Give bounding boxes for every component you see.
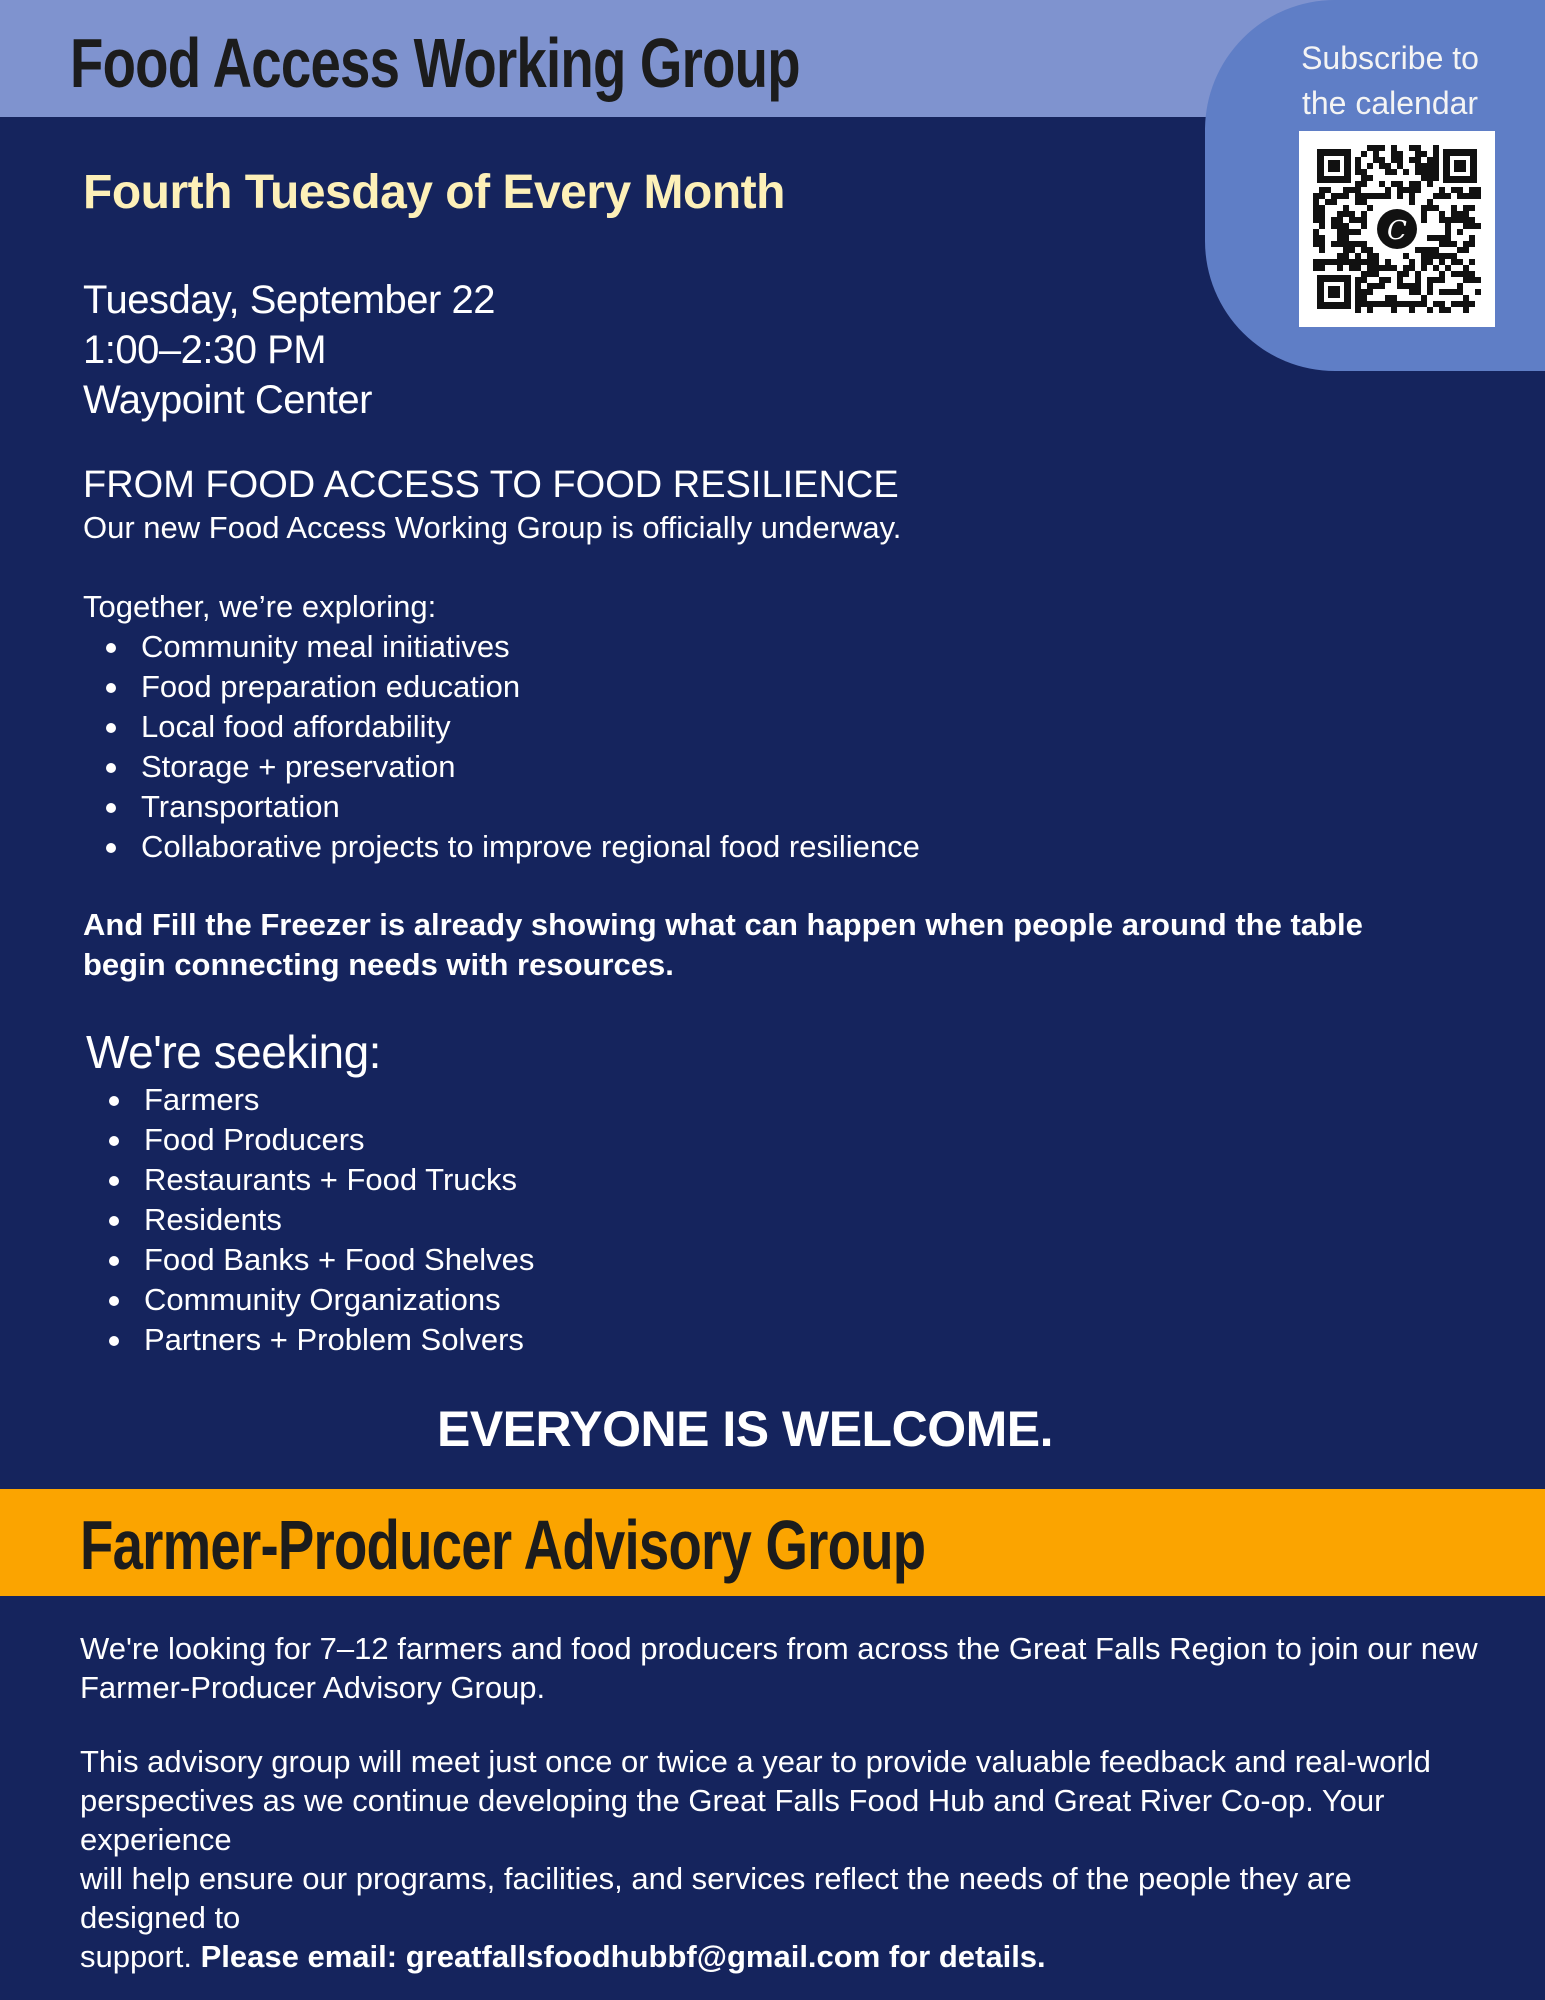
qr-module [1421, 247, 1427, 253]
qr-module [1367, 253, 1373, 259]
meeting-date: Tuesday, September 22 [83, 278, 495, 322]
qr-module [1439, 259, 1445, 265]
qr-module [1415, 145, 1421, 151]
qr-module [1319, 247, 1325, 253]
list-item: Storage + preservation [83, 747, 1475, 787]
qr-module [1409, 157, 1415, 163]
qr-module [1385, 259, 1391, 265]
qr-module [1451, 259, 1457, 265]
qr-module [1319, 259, 1325, 265]
qr-module [1361, 241, 1367, 247]
qr-module [1403, 265, 1409, 271]
qr-module [1373, 265, 1379, 271]
qr-logo-letter: C [1387, 216, 1407, 246]
qr-module [1415, 151, 1421, 157]
meeting-frequency-headline: Fourth Tuesday of Every Month [83, 166, 785, 219]
qr-module [1337, 253, 1343, 259]
qr-module [1433, 247, 1439, 253]
qr-module [1379, 265, 1385, 271]
qr-module [1343, 247, 1349, 253]
qr-module [1427, 259, 1433, 265]
qr-module [1373, 259, 1379, 265]
qr-module [1367, 247, 1373, 253]
qr-module [1373, 253, 1379, 259]
freezer-line-2: begin connecting needs with resources. [83, 947, 674, 982]
qr-module [1463, 241, 1469, 247]
qr-module [1439, 235, 1445, 241]
qr-module [1373, 157, 1379, 163]
qr-module [1433, 157, 1439, 163]
advisory-p2-line-4-start: support. [80, 1939, 201, 1974]
qr-module [1391, 265, 1397, 271]
qr-module [1421, 265, 1427, 271]
qr-module [1427, 247, 1433, 253]
qr-module [1409, 259, 1415, 265]
seeking-list [86, 1080, 1475, 1360]
qr-module [1349, 247, 1355, 253]
list-item: Food Producers [86, 1120, 1475, 1160]
qr-module [1319, 241, 1325, 247]
qr-module [1331, 223, 1337, 229]
qr-module [1469, 259, 1475, 265]
qr-module [1325, 259, 1331, 265]
qr-module [1433, 145, 1439, 151]
qr-module [1379, 157, 1385, 163]
freezer-line-1: And Fill the Freezer is already showing what can happen when people around the table [83, 907, 1363, 942]
qr-module [1355, 241, 1361, 247]
qr-module [1421, 259, 1427, 265]
qr-module [1433, 151, 1439, 157]
list-item: Transportation [83, 787, 1475, 827]
qr-module [1355, 253, 1361, 259]
qr-module [1343, 229, 1349, 235]
subscribe-line-1: Subscribe to [1301, 40, 1479, 76]
qr-module [1415, 157, 1421, 163]
qr-module [1349, 265, 1355, 271]
qr-module [1331, 259, 1337, 265]
qr-module [1313, 235, 1319, 241]
qr-module [1403, 253, 1409, 259]
qr-module [1349, 229, 1355, 235]
qr-module [1373, 145, 1379, 151]
qr-module [1361, 247, 1367, 253]
advisory-p1-line-2: Farmer-Producer Advisory Group. [80, 1670, 546, 1705]
qr-module [1379, 145, 1385, 151]
list-item: Farmers [86, 1080, 1475, 1120]
qr-module [1457, 247, 1463, 253]
qr-module [1445, 253, 1451, 259]
qr-module [1319, 223, 1325, 229]
qr-module [1313, 241, 1319, 247]
qr-module [1475, 277, 1481, 283]
meeting-time: 1:00–2:30 PM [83, 328, 327, 372]
qr-module [1397, 157, 1403, 163]
advisory-p2-line-4 [80, 1937, 1485, 1976]
qr-module [1421, 253, 1427, 259]
qr-module [1349, 259, 1355, 265]
advisory-title: Farmer-Producer Advisory Group [80, 1506, 926, 1584]
qr-module [1397, 151, 1403, 157]
email-instruction [201, 1939, 1046, 1974]
qr-module [1337, 235, 1343, 241]
qr-module [1373, 151, 1379, 157]
qr-module [1463, 265, 1469, 271]
qr-module [1457, 259, 1463, 265]
qr-module [1355, 265, 1361, 271]
advisory-paragraph-1 [80, 1629, 1485, 1707]
qr-module [1451, 241, 1457, 247]
qr-module [1457, 229, 1463, 235]
qr-module [1469, 235, 1475, 241]
qr-module [1337, 241, 1343, 247]
qr-module [1427, 157, 1433, 163]
qr-module [1475, 187, 1481, 193]
qr-module [1343, 235, 1349, 241]
qr-module [1313, 265, 1319, 271]
qr-module [1343, 223, 1349, 229]
qr-module [1391, 151, 1397, 157]
qr-module [1337, 223, 1343, 229]
qr-module [1445, 223, 1451, 229]
qr-module [1433, 235, 1439, 241]
fill-the-freezer-statement [83, 905, 1475, 985]
qr-module [1439, 241, 1445, 247]
qr-module [1409, 265, 1415, 271]
qr-module [1415, 247, 1421, 253]
qr-module [1337, 265, 1343, 271]
section-heading: FROM FOOD ACCESS TO FOOD RESILIENCE [83, 464, 899, 506]
advisory-p2-line-2: perspectives as we continue developing the Great Falls Food Hub and Great River Co-op. Your experience [80, 1783, 1385, 1857]
page-title: Food Access Working Group [70, 24, 800, 102]
list-item: Community meal initiatives [83, 627, 1475, 667]
qr-module [1463, 247, 1469, 253]
email-prefix: Please email: [200, 1939, 406, 1974]
explore-lead-text: Together, we’re exploring: [83, 589, 437, 624]
qr-module [1361, 151, 1367, 157]
qr-module [1445, 265, 1451, 271]
qr-module [1469, 241, 1475, 247]
meeting-details [83, 275, 1475, 425]
subscribe-line-2: the calendar [1301, 85, 1479, 121]
advisory-p1-line-1: We're looking for 7–12 farmers and food producers from across the Great Falls Region to join our new [80, 1631, 1478, 1666]
qr-module [1445, 229, 1451, 235]
qr-module [1445, 241, 1451, 247]
list-item: Food preparation education [83, 667, 1475, 707]
qr-module [1475, 289, 1481, 295]
advisory-paragraph-2 [80, 1742, 1485, 1976]
qr-module [1463, 223, 1469, 229]
qr-module [1343, 253, 1349, 259]
qr-module [1367, 259, 1373, 265]
qr-module [1349, 241, 1355, 247]
qr-module [1319, 235, 1325, 241]
intro-text: Our new Food Access Working Group is officially underway. [83, 510, 902, 545]
list-item: Community Organizations [86, 1280, 1475, 1320]
qr-module [1337, 229, 1343, 235]
qr-module [1313, 259, 1319, 265]
list-item: Restaurants + Food Trucks [86, 1160, 1475, 1200]
meeting-location: Waypoint Center [83, 378, 372, 422]
qr-module [1445, 235, 1451, 241]
qr-module [1469, 223, 1475, 229]
qr-module [1475, 223, 1481, 229]
qr-module [1355, 157, 1361, 163]
explore-list [83, 627, 1475, 867]
qr-module [1433, 265, 1439, 271]
list-item: Local food affordability [83, 707, 1475, 747]
qr-module [1391, 157, 1397, 163]
qr-module [1319, 265, 1325, 271]
qr-module [1385, 265, 1391, 271]
seeking-heading: We're seeking: [86, 1026, 381, 1078]
qr-module [1355, 229, 1361, 235]
qr-module [1343, 241, 1349, 247]
advisory-p2-line-3: will help ensure our programs, facilities, and services reflect the needs of the people they are designed to [80, 1861, 1352, 1935]
subscribe-label [1290, 36, 1490, 126]
qr-module [1313, 229, 1319, 235]
email-suffix: for details. [880, 1939, 1046, 1974]
qr-module [1451, 253, 1457, 259]
qr-module [1331, 241, 1337, 247]
qr-module [1439, 253, 1445, 259]
qr-module [1343, 259, 1349, 265]
qr-module [1409, 145, 1415, 151]
email-link[interactable]: greatfallsfoodhubbf@gmail.com [405, 1939, 881, 1974]
qr-module [1427, 253, 1433, 259]
advisory-p2-line-1: This advisory group will meet just once or twice a year to provide valuable feedback and real-world [80, 1744, 1431, 1779]
list-item: Collaborative projects to improve regional food resilience [83, 827, 1475, 867]
qr-module [1391, 145, 1397, 151]
qr-module [1433, 253, 1439, 259]
list-item: Food Banks + Food Shelves [86, 1240, 1475, 1280]
list-item: Partners + Problem Solvers [86, 1320, 1475, 1360]
qr-module [1361, 223, 1367, 229]
qr-module [1367, 265, 1373, 271]
qr-module [1361, 259, 1367, 265]
qr-module [1367, 145, 1373, 151]
list-item: Residents [86, 1200, 1475, 1240]
qr-module [1355, 259, 1361, 265]
qr-module [1337, 259, 1343, 265]
qr-module [1475, 193, 1481, 199]
qr-module [1421, 151, 1427, 157]
welcome-banner-text: EVERYONE IS WELCOME. [436, 1401, 1053, 1457]
qr-module [1427, 235, 1433, 241]
